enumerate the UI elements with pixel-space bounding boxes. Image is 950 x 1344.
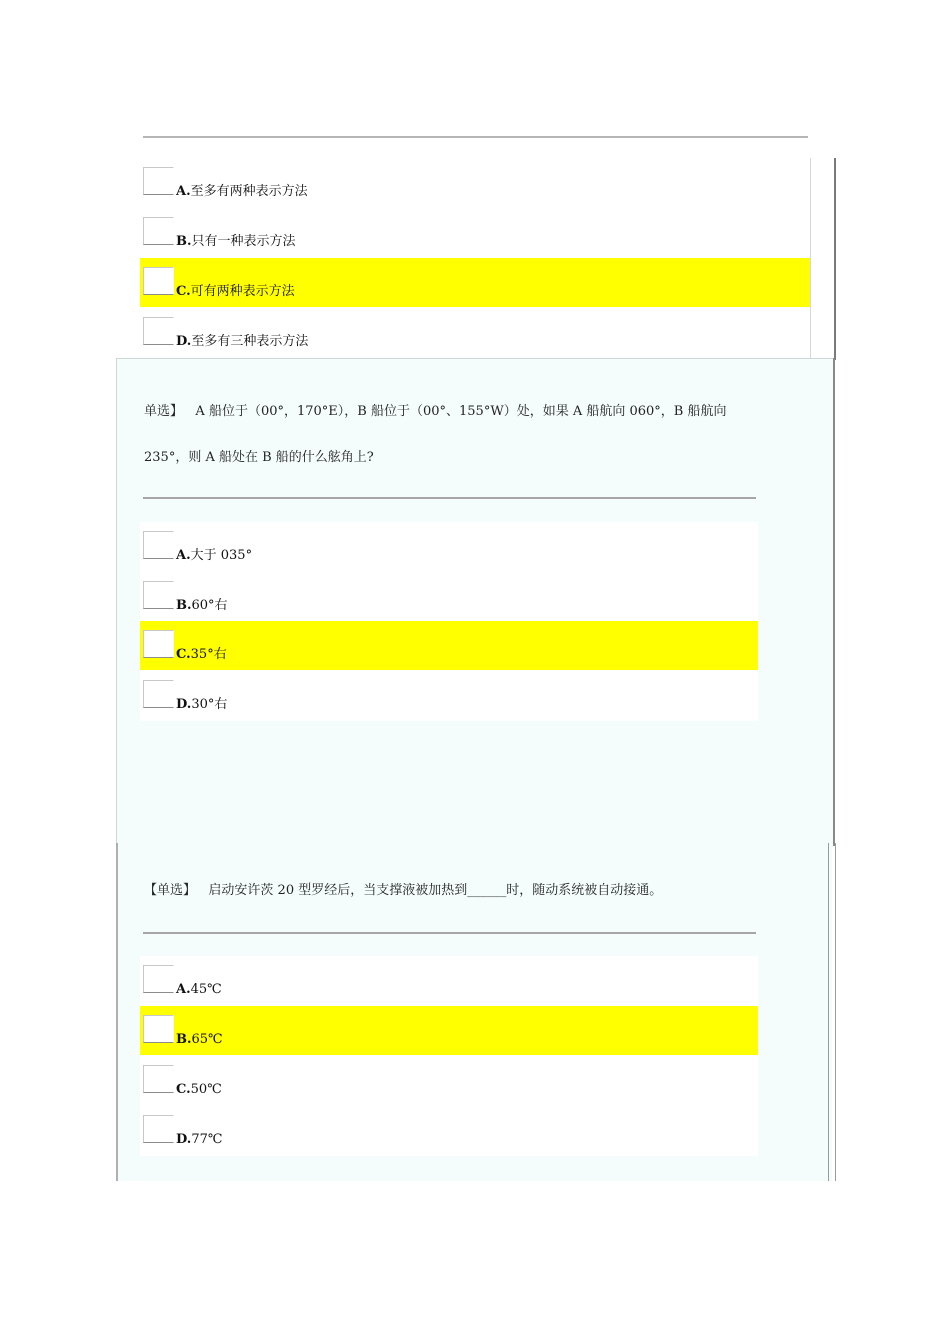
- option-label: 至多有两种表示方法: [190, 184, 308, 199]
- option-label: 77℃: [191, 1132, 223, 1147]
- option-a[interactable]: [140, 158, 810, 207]
- option-checkbox[interactable]: [143, 267, 174, 295]
- option-letter: D.: [176, 1132, 192, 1147]
- option-c[interactable]: [140, 1056, 758, 1105]
- option-checkbox[interactable]: [143, 1015, 174, 1043]
- panel-border: [828, 843, 829, 1181]
- option-checkbox[interactable]: [143, 317, 174, 345]
- question-3-options: [140, 956, 758, 1156]
- option-checkbox[interactable]: [143, 680, 174, 708]
- option-label: 45℃: [190, 982, 222, 997]
- question-stem: 启动安许茨 20 型罗经后，当支撑液被加热到______时，随动系统被自动接通。: [208, 883, 663, 898]
- option-letter: A.: [176, 982, 191, 997]
- question-3-text: [144, 880, 662, 902]
- option-checkbox[interactable]: [143, 1065, 174, 1093]
- option-letter: B.: [176, 234, 192, 249]
- option-d[interactable]: [140, 308, 810, 357]
- option-label: 30°右: [191, 697, 228, 712]
- option-checkbox[interactable]: [143, 581, 174, 609]
- question-type-tag: 单选】: [144, 404, 184, 419]
- divider-rule: [143, 497, 756, 499]
- question-type-tag: 【单选】: [144, 883, 197, 898]
- option-label: 50℃: [190, 1082, 222, 1097]
- option-letter: C.: [176, 284, 191, 299]
- question-2-options: [140, 522, 758, 721]
- option-checkbox[interactable]: [143, 217, 174, 245]
- question-stem: A 船位于（00°，170°E），B 船位于（00°、155°W）处，如果 A 船航向 060°，B 船航向: [195, 404, 727, 419]
- option-letter: B.: [176, 1032, 192, 1047]
- option-letter: C.: [176, 1082, 191, 1097]
- option-c-selected[interactable]: [140, 621, 758, 670]
- panel-border: [835, 843, 836, 1181]
- panel-border: [834, 158, 836, 360]
- option-letter: B.: [176, 598, 192, 613]
- option-checkbox[interactable]: [143, 630, 174, 658]
- option-checkbox[interactable]: [143, 167, 174, 195]
- divider-rule: [143, 136, 808, 138]
- option-label: 65℃: [191, 1032, 223, 1047]
- option-letter: C.: [176, 647, 191, 662]
- option-label: 可有两种表示方法: [190, 284, 295, 299]
- option-a[interactable]: [140, 956, 758, 1005]
- option-c-selected[interactable]: [140, 258, 810, 307]
- option-label: 只有一种表示方法: [191, 234, 296, 249]
- option-label: 大于 035°: [190, 548, 253, 563]
- option-d[interactable]: [140, 671, 758, 720]
- option-checkbox[interactable]: [143, 1115, 174, 1143]
- option-d[interactable]: [140, 1106, 758, 1155]
- option-letter: D.: [176, 697, 192, 712]
- divider-rule: [143, 932, 756, 934]
- option-letter: D.: [176, 334, 192, 349]
- question-1-options: [140, 158, 811, 358]
- option-a[interactable]: [140, 522, 758, 571]
- option-b-selected[interactable]: [140, 1006, 758, 1055]
- option-checkbox[interactable]: [143, 965, 174, 993]
- question-2-text-line2: 235°，则 A 船处在 B 船的什么舷角上?: [144, 450, 374, 465]
- option-letter: A.: [176, 548, 191, 563]
- option-label: 35°右: [190, 647, 227, 662]
- option-b[interactable]: [140, 572, 758, 621]
- option-checkbox[interactable]: [143, 531, 174, 559]
- option-letter: A.: [176, 184, 191, 199]
- option-b[interactable]: [140, 208, 810, 257]
- question-2-text: [144, 401, 726, 423]
- option-label: 至多有三种表示方法: [191, 334, 309, 349]
- option-label: 60°右: [191, 598, 228, 613]
- panel-border: [833, 358, 835, 846]
